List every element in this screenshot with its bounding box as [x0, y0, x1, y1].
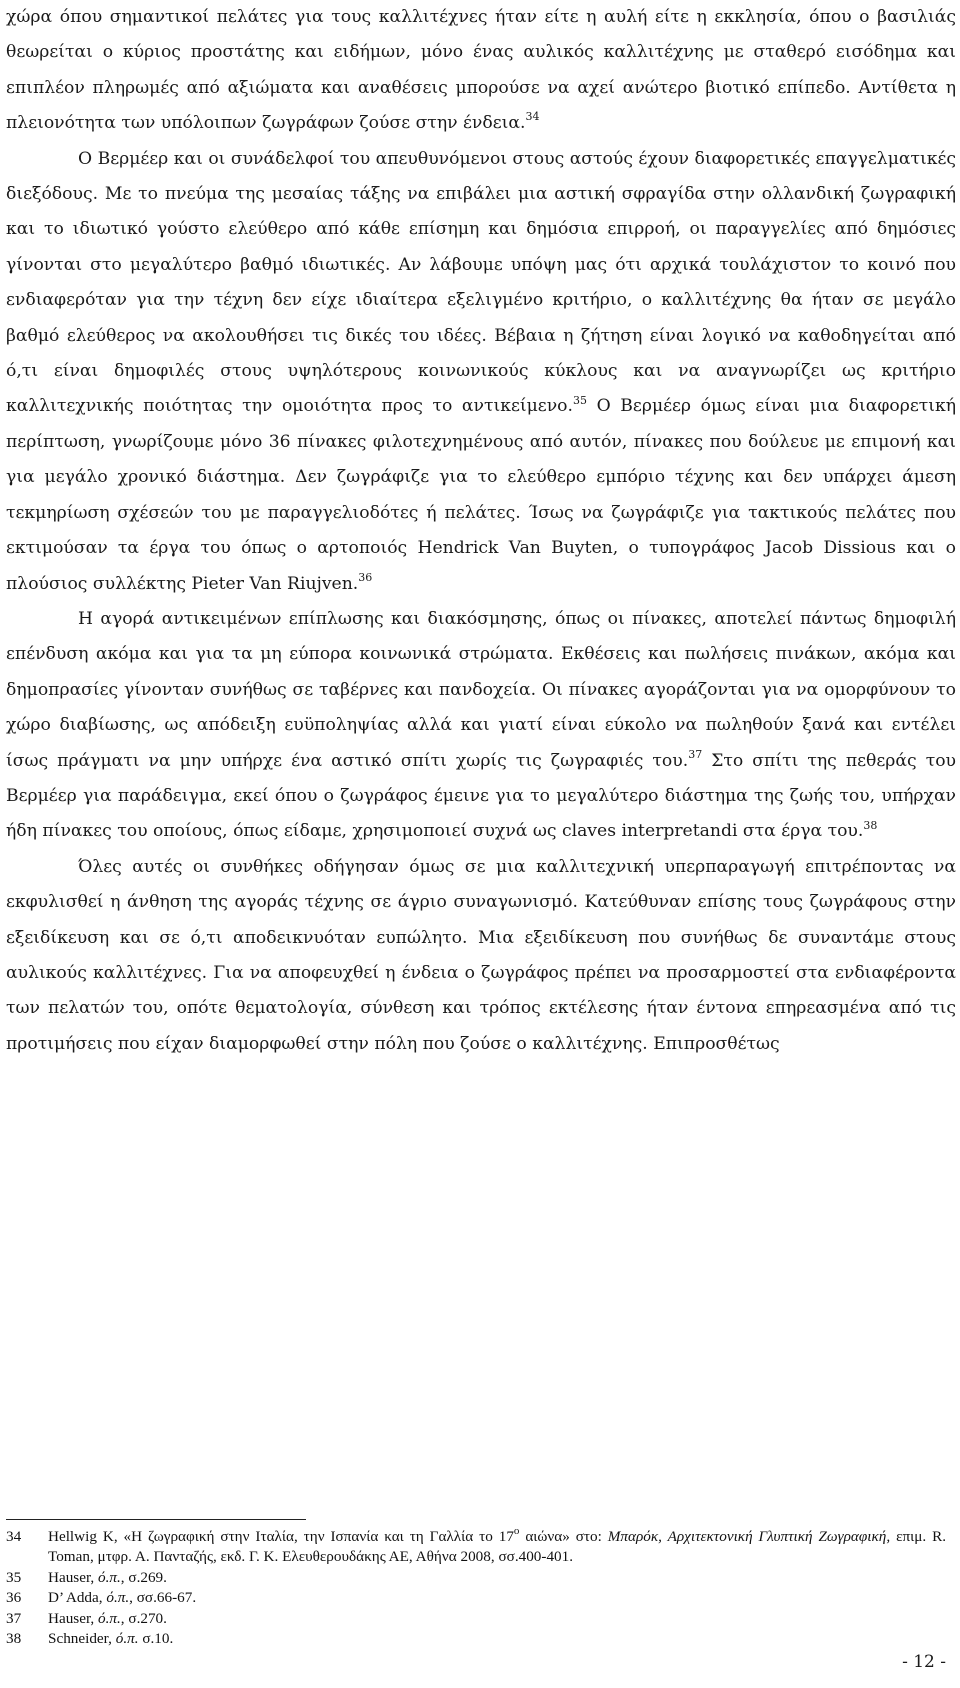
italic-text: ό.π. [106, 1589, 130, 1607]
text-run: Hellwig K, «Η ζωγραφική στην Ιταλία, την Ισπανία και τη Γαλλία το 17 [48, 1528, 514, 1545]
footnote-number: 38 [6, 1630, 22, 1648]
paragraph [6, 0, 956, 142]
text-run: , σ.269. [120, 1568, 167, 1586]
italic-text: ό.π. [98, 1568, 121, 1586]
footnotes [6, 1524, 946, 1649]
footnote-number: 34 [6, 1528, 22, 1545]
text-run: , σ.270. [120, 1609, 167, 1627]
footnote-reference: ο [513, 1524, 520, 1537]
text-run: επιμ. R. Toman, μτφρ. Α. Πανταζής, εκδ. Γ. Κ. Ελευθερουδάκης ΑΕ, Αθήνα 2008, σσ.400-401. [48, 1528, 946, 1566]
footnote-reference: 34 [525, 110, 540, 124]
footnote-item [6, 1524, 946, 1568]
footnote-reference: 36 [358, 570, 373, 584]
text-run: Η αγορά αντικειμένων επίπλωσης και διακόσμησης, όπως οι πίνακες, αποτελεί πάντως δημοφιλή επένδυση ακόμα και για τα μη εύπορα κοινωνικά στρώματα. Εκθέσεις και πωλήσεις πινάκων, ακόμα και δημοπρασίες γίνονταν συνήθως σε ταβέρνες και πανδοχεία. Οι πίνακες αγοράζονται για να ομορφύνουν το χώρο διαβίωσης, ως απόδειξη ευϋποληψίας αλλά και γιατί είναι εύκολο να πωληθούν ξανά και εντέλει ίσως πράγματι να μην υπήρχε ένα αστικό σπίτι χωρίς τις ζωγραφιές του. [6, 608, 956, 771]
italic-text: Μπαρόκ, Αρχιτεκτονική Γλυπτική Ζωγραφική, [607, 1528, 891, 1545]
paragraph [6, 142, 956, 602]
footnote-reference: 35 [572, 393, 587, 407]
paragraph [6, 602, 956, 850]
footnote-text [48, 1568, 946, 1588]
footnote-reference: 37 [688, 747, 703, 761]
footnote-text [48, 1609, 946, 1629]
italic-text: ό.π. [98, 1609, 121, 1627]
text-run: Στο σπίτι της πεθεράς του Βερμέερ για παράδειγμα, εκεί όπου ο ζωγράφος έμεινε για το μεγαλύτερο διάστημα της ζωής του, υπήρχαν ήδη πίνακες του οποίους, όπως είδαμε, χρησιμοποιεί συχνά ως claves interpretandi στα έργα του. [6, 750, 956, 842]
footnote-reference: 38 [863, 818, 878, 832]
footnote-separator [6, 1519, 306, 1520]
footnote-item [6, 1588, 946, 1608]
text-run: Hauser, [48, 1568, 98, 1586]
body-text [6, 0, 956, 1062]
footnote-text [48, 1588, 946, 1608]
text-run: Schneider, [48, 1630, 116, 1648]
text-run: αιώνα» στο: [519, 1528, 608, 1545]
paragraph [6, 850, 956, 1062]
footnote-item [6, 1609, 946, 1629]
text-run: χώρα όπου σημαντικοί πελάτες για τους καλλιτέχνες ήταν είτε η αυλή είτε η εκκλησία, όπου ο βασιλιάς θεωρείται ο κύριος προστάτης και ειδήμων, μόνο ένας αυλικός καλλιτέχνης με σταθερό εισόδημα και επιπλέον πληρωμές από αξιώματα και αναθέσεις μπορούσε να αχεί ανώτερο βιοτικό επίπεδο. Αντίθετα η πλειονότητα των υπόλοιπων ζωγράφων ζούσε στην ένδεια. [6, 7, 956, 134]
footnote-item [6, 1568, 946, 1588]
text-run: Όλες αυτές οι συνθήκες οδήγησαν όμως σε μια καλλιτεχνική υπερπαραγωγή επιτρέποντας να εκφυλισθεί η άνθηση της αγοράς τέχνης σε άγριο συναγωνισμό. Κατεύθυναν επίσης τους ζωγράφους στην εξειδίκευση και σε ό,τι αποδεικνυόταν ευπώλητο. Μια εξειδίκευση που συνήθως δε συναντάμε στους αυλικούς καλλιτέχνες. Για να αποφευχθεί η ένδεια ο ζωγράφος πρέπει να προσαρμοστεί στα ενδιαφέροντα των πελατών του, οπότε θεματολογία, σύνθεση και τρόπος εκτέλεσης ήταν έντονα επηρεασμένα από τις προτιμήσεις που είχαν διαμορφωθεί στην πόλη που ζούσε ο καλλιτέχνης. Επιπροσθέτως [6, 856, 956, 1054]
italic-text: ό.π. [115, 1630, 139, 1648]
footnote-text [48, 1629, 946, 1649]
page-number: - 12 - [902, 1652, 946, 1672]
text-run: Ο Βερμέερ όμως είναι μια διαφορετική περίπτωση, γνωρίζουμε μόνο 36 πίνακες φιλοτεχνημένους από αυτόν, πίνακες που δούλευε με επιμονή και για μεγάλο χρονικό διάστημα. Δεν ζωγράφιζε για το ελεύθερο εμπόριο τέχνης και δεν υπάρχει άμεση τεκμηρίωση σχέσεών του με παραγγελιοδότες ή πελάτες. Ίσως να ζωγράφιζε για τακτικούς πελάτες που εκτιμούσαν τα έργα του όπως ο αρτοποιός Hendrick Van Buyten, ο τυπογράφος Jacob Dissious και ο πλούσιος συλλέκτης Pieter Van Riujven. [6, 396, 957, 594]
text-run: Hauser, [48, 1609, 98, 1627]
footnote-item [6, 1629, 946, 1649]
text-run: Ο Βερμέερ και οι συνάδελφοί του απευθυνόμενοι στους αστούς έχουν διαφορετικές επαγγελματικές διεξόδους. Με το πνεύμα της μεσαίας τάξης να επιβάλει μια αστική σφραγίδα στην ολλανδική ζωγραφική και το ιδιωτικό γούστο ελεύθερο από κάθε επίσημη και δημόσια επιρροή, οι παραγγελίες από δημόσιες γίνονται στο μεγαλύτερο βαθμό ιδιωτικές. Αν λάβουμε υπόψη μας ότι αρχικά τουλάχιστον το κοινό που ενδιαφερόταν για την τέχνη δεν είχε ιδιαίτερα εξελιγμένο κριτήριο, ο καλλιτέχνης θα ήταν σε μεγάλο βαθμό ελεύθερος να ακολουθήσει τις δικές του ιδέες. Βέβαια η ζήτηση είναι λογικό να καθοδηγείται από ό,τι είναι δημοφιλές στους υψηλότερους κοινωνικούς κύκλους και να αναγνωρίζει ως κριτήριο καλλιτεχνικής ποιότητας την ομοιότητα προς το αντικείμενο. [6, 148, 956, 417]
footnote-number: 35 [6, 1568, 22, 1586]
text-run: D’ Adda, [48, 1589, 107, 1607]
text-run: , σσ.66-67. [129, 1589, 197, 1607]
text-run: σ.10. [138, 1630, 174, 1648]
footnote-number: 36 [6, 1589, 22, 1607]
footnote-text [48, 1524, 946, 1568]
footnote-number: 37 [6, 1609, 22, 1627]
